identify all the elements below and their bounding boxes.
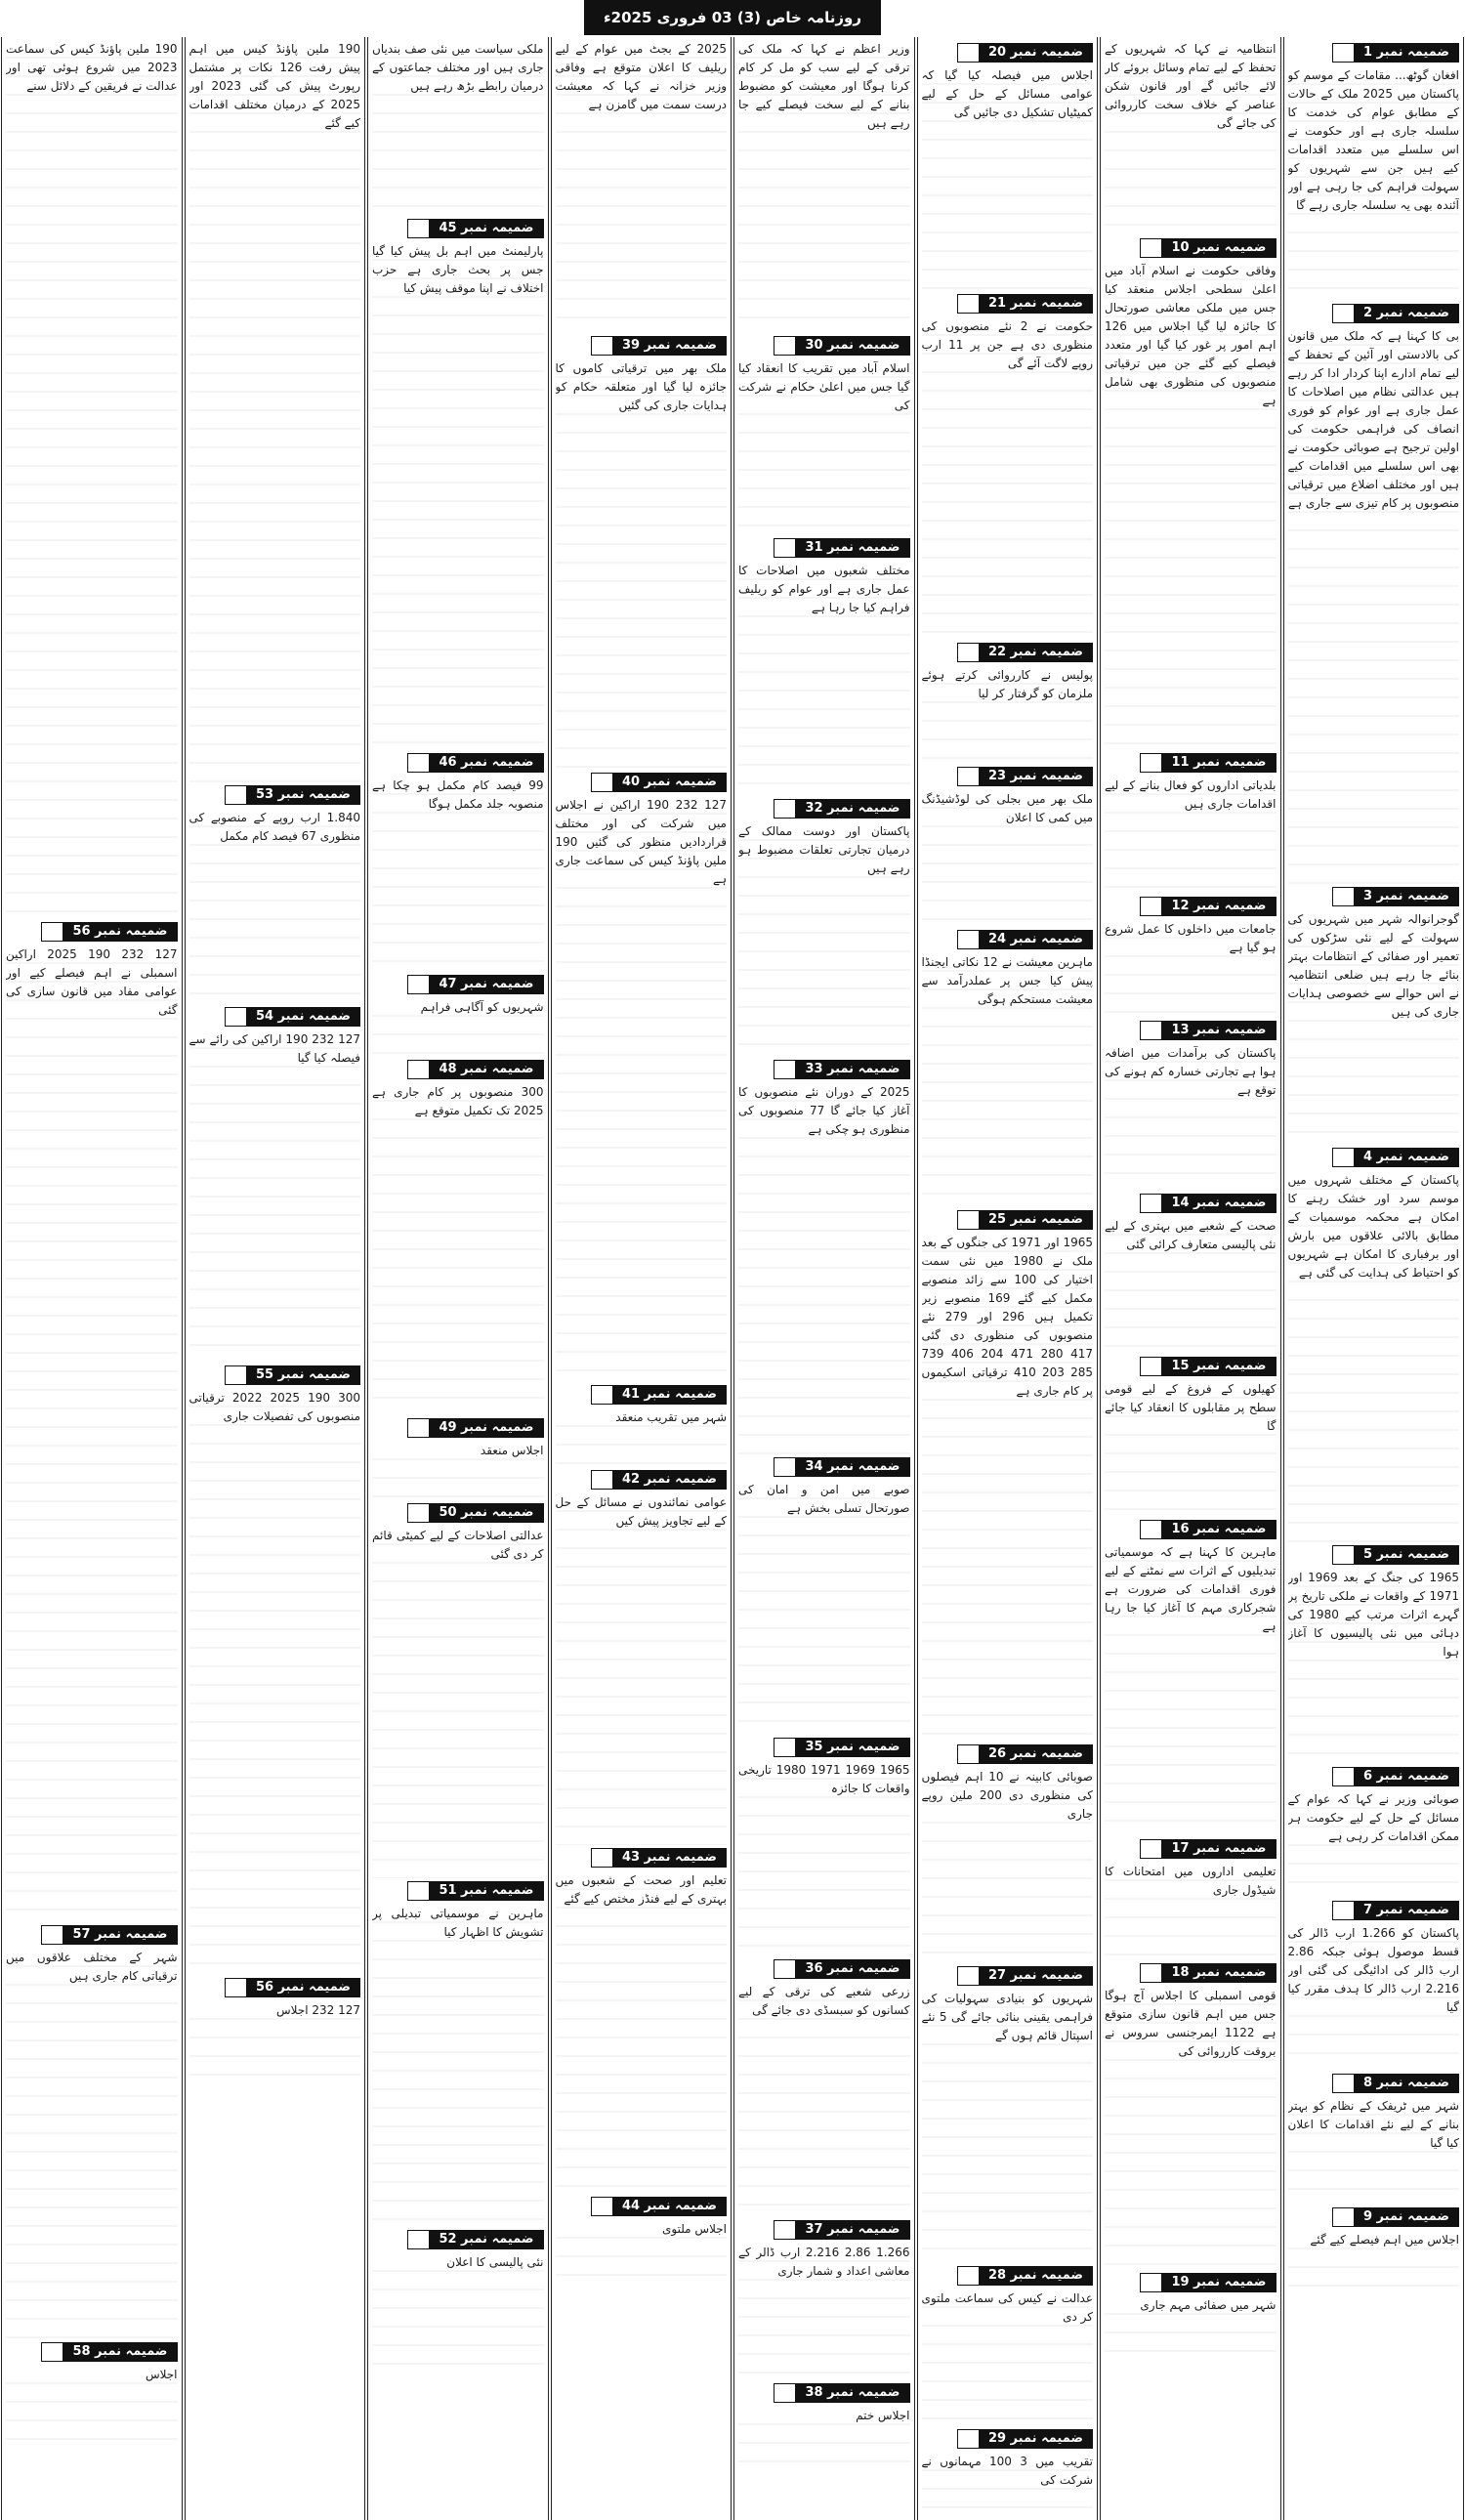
supplement-number-badge: ضمیمہ نمبر 57 [41,1925,177,1945]
supplement-number-badge: ضمیمہ نمبر 33 [774,1060,909,1079]
newspaper-columns [0,37,1465,2520]
article-segment [738,538,910,796]
supplement-number-badge: ضمیمہ نمبر 26 [957,1744,1093,1764]
supplement-number-badge: ضمیمہ نمبر 50 [407,1503,543,1523]
segment-header [1105,238,1277,258]
supplement-number-badge: ضمیمہ نمبر 40 [591,773,727,792]
article-body: اجلاس [6,2366,178,2444]
article-body: ماہرین کا کہنا ہے کہ موسمیاتی تبدیلیوں کے اثرات سے نمٹنے کے لیے فوری اقدامات کی ضرورت ہے شجرکاری مہم کا آغاز کیا جا رہا ہے [1105,1543,1277,1836]
article-body: تعلیم اور صحت کے شعبوں میں بہتری کے لیے فنڈز مختص کیے گئے [556,1871,728,2194]
article-segment [189,785,361,1004]
supplement-number-badge: ضمیمہ نمبر 18 [1140,1963,1276,1983]
segment-header [922,1966,1094,1986]
segment-header [1288,1767,1460,1786]
supplement-number-badge: ضمیمہ نمبر 4 [1332,1148,1459,1167]
article-body: افغان گوٹھ... مقامات کے موسم کو پاکستان میں 2025 ملک کے حالات کے مطابق عوام کی خدمت کا سلسلہ جاری ہے اور حکومت نے اس سلسلے میں متعدد اقدامات کیے ہیں جن سے شہریوں کو سہولت فراہم کی جا رہی ہے اور آئندہ بھی یہ سلسلہ جاری رہے گا [1288,66,1460,301]
column-5 [551,37,732,2520]
article-segment [738,2383,910,2465]
segment-header [1105,1839,1277,1859]
article-body: 1.266 2.86 2.216 ارب ڈالر کے معاشی اعداد و شمار جاری [738,2244,910,2380]
supplement-number-badge: ضمیمہ نمبر 8 [1332,2074,1459,2093]
segment-header [556,2197,728,2216]
column-1 [1283,37,1465,2520]
article-body: انتظامیہ نے کہا کہ شہریوں کے تحفظ کے لیے تمام وسائل بروئے کار لائے جائیں گے اور قانون شکن عناصر کے خلاف سخت کارروائی کی جائے گی [1105,40,1277,235]
article-segment [372,1060,544,1415]
supplement-number-badge: ضمیمہ نمبر 32 [774,799,909,819]
article-segment [372,1881,544,2227]
article-body: وفاقی حکومت نے اسلام آباد میں اعلیٰ سطحی اجلاس منعقد کیا جس میں ملکی معاشی صورتحال کا جائزہ لیا گیا اجلاس میں 126 اہم امور پر غور کیا گیا اور متعدد فیصلے کیے گئے جن میں ترقیاتی منصوبوں کی منظوری بھی شامل ہے [1105,262,1277,750]
article-segment [1288,887,1460,1145]
supplement-number-badge: ضمیمہ نمبر 52 [407,2230,543,2249]
article-segment [556,1385,728,1467]
segment-header [556,1470,728,1490]
supplement-number-badge: ضمیمہ نمبر 35 [774,1738,909,1757]
article-segment [6,40,178,919]
article-body: 99 فیصد کام مکمل ہو چکا ہے منصوبہ جلد مکمل ہوگا [372,777,544,972]
segment-header [1288,43,1460,63]
supplement-number-badge: ضمیمہ نمبر 20 [957,43,1093,63]
segment-header [6,2342,178,2362]
article-segment [1105,1839,1277,1960]
segment-header [556,773,728,792]
supplement-number-badge: ضمیمہ نمبر 5 [1332,1545,1459,1565]
article-body: حکومت نے 2 نئے منصوبوں کی منظوری دی ہے جن پر 11 ارب روپے لاگت آئے گی [922,317,1094,640]
segment-header [738,2220,910,2240]
article-segment [1105,40,1277,235]
supplement-number-badge: ضمیمہ نمبر 29 [957,2429,1093,2449]
supplement-number-badge: ضمیمہ نمبر 7 [1332,1901,1459,1920]
article-body: عدالت نے کیس کی سماعت ملتوی کر دی [922,2289,1094,2426]
article-body: جامعات میں داخلوں کا عمل شروع ہو گیا ہے [1105,920,1277,1018]
supplement-number-badge: ضمیمہ نمبر 31 [774,538,909,558]
article-body: زرعی شعبے کی ترقی کے لیے کسانوں کو سبسڈی دی جائے گی [738,1983,910,2217]
supplement-number-badge: ضمیمہ نمبر 30 [774,336,909,356]
article-body: پاکستان اور دوست ممالک کے درمیان تجارتی تعلقات مضبوط ہو رہے ہیں [738,822,910,1057]
segment-header [372,219,544,238]
article-segment [738,336,910,535]
supplement-number-badge: ضمیمہ نمبر 16 [1140,1520,1276,1539]
article-segment [189,1007,361,1363]
supplement-number-badge: ضمیمہ نمبر 53 [225,785,360,805]
article-body: شہر میں صفائی مہم جاری [1105,2296,1277,2355]
article-body: 2025 کے دوران نئے منصوبوں کا آغاز کیا جائے گا 77 منصوبوں کی منظوری ہو چکی ہے [738,1083,910,1454]
article-body: اجلاس منعقد [372,1442,544,1500]
article-body: 300 منصوبوں پر کام جاری ہے 2025 تک تکمیل متوقع ہے [372,1083,544,1415]
article-segment [738,1457,910,1735]
segment-header [556,336,728,356]
supplement-number-badge: ضمیمہ نمبر 11 [1140,753,1276,773]
article-segment [738,2220,910,2380]
article-body: پولیس نے کارروائی کرتے ہوئے ملزمان کو گرفتار کر لیا [922,666,1094,764]
segment-header [1105,1963,1277,1983]
article-body: اسلام آباد میں تقریب کا انعقاد کیا گیا جس میں اعلیٰ حکام نے شرکت کی [738,359,910,535]
article-segment [1105,1357,1277,1517]
article-segment [372,1418,544,1500]
article-body: بلدیاتی اداروں کو فعال بنانے کے لیے اقدامات جاری ہیں [1105,777,1277,894]
segment-header [922,767,1094,786]
article-segment [6,2342,178,2444]
supplement-number-badge: ضمیمہ نمبر 58 [41,2342,177,2362]
article-segment [1105,1963,1277,2270]
supplement-number-badge: ضمیمہ نمبر 55 [225,1365,360,1385]
segment-header [6,922,178,942]
article-segment [922,1210,1094,1742]
supplement-number-badge: ضمیمہ نمبر 1 [1332,43,1459,63]
segment-header [372,753,544,773]
article-segment [1288,1148,1460,1542]
supplement-number-badge: ضمیمہ نمبر 44 [591,2197,727,2216]
supplement-number-badge: ضمیمہ نمبر 6 [1332,1767,1459,1786]
article-body: قومی اسمبلی کا اجلاس آج ہوگا جس میں اہم قانون سازی متوقع ہے 1122 ایمرجنسی سروس نے بروقت کارروائی کی [1105,1987,1277,2270]
segment-header [189,785,361,805]
supplement-number-badge: ضمیمہ نمبر 45 [407,219,543,238]
article-segment [556,1470,728,1845]
supplement-number-badge: ضمیمہ نمبر 42 [591,1470,727,1490]
segment-header [1105,897,1277,916]
article-body: وزیر اعظم نے کہا کہ ملک کی ترقی کے لیے سب کو مل کر کام کرنا ہوگا اور معیشت کو مضبوط بنانے کے لیے سخت فیصلے کیے جا رہے ہیں [738,40,910,333]
article-body: ملک بھر میں ترقیاتی کاموں کا جائزہ لیا گیا اور متعلقہ حکام کو ہدایات جاری کی گئیں [556,359,728,770]
supplement-number-badge: ضمیمہ نمبر 15 [1140,1357,1276,1376]
article-segment [1288,1901,1460,2071]
supplement-number-badge: ضمیمہ نمبر 46 [407,753,543,773]
article-body: تقریب میں 3 100 مہمانوں نے شرکت کی [922,2453,1094,2520]
article-body: اجلاس ختم [738,2407,910,2465]
segment-header [189,1007,361,1027]
article-segment [922,930,1094,1207]
supplement-number-badge: ضمیمہ نمبر 56 [41,922,177,942]
segment-header [1288,1545,1460,1565]
article-body: 190 ملین پاؤنڈ کیس کی سماعت 2023 میں شروع ہوئی تھی اور عدالت نے فریقین کے دلائل سنے [6,40,178,919]
supplement-number-badge: ضمیمہ نمبر 19 [1140,2273,1276,2292]
article-body: ماہرین معیشت نے 12 نکاتی ایجنڈا پیش کیا جس پر عملدرآمد سے معیشت مستحکم ہوگی [922,953,1094,1207]
article-segment [922,643,1094,764]
segment-header [372,1503,544,1523]
article-body: پارلیمنٹ میں اہم بل پیش کیا گیا جس پر بحث جاری ہے حزب اختلاف نے اپنا موقف پیش کیا [372,242,544,750]
segment-header [922,294,1094,314]
article-body: ملک بھر میں بجلی کی لوڈشیڈنگ میں کمی کا اعلان [922,790,1094,927]
segment-header [1288,1901,1460,1920]
article-segment [922,1966,1094,2263]
article-segment [6,922,178,1922]
column-2 [1100,37,1281,2520]
article-segment [1288,43,1460,301]
supplement-number-badge: ضمیمہ نمبر 34 [774,1457,909,1477]
supplement-number-badge: ضمیمہ نمبر 17 [1140,1839,1276,1859]
article-body: شہریوں کو بنیادی سہولیات کی فراہمی یقینی بنائی جائے گی 5 نئے اسپتال قائم ہوں گے [922,1990,1094,2263]
segment-header [738,538,910,558]
segment-header [189,1978,361,1997]
article-segment [1288,1767,1460,1898]
article-body: عدالتی اصلاحات کے لیے کمیٹی قائم کر دی گئی [372,1527,544,1878]
supplement-number-badge: ضمیمہ نمبر 54 [225,1007,360,1027]
supplement-number-badge: ضمیمہ نمبر 14 [1140,1194,1276,1213]
article-segment [189,1365,361,1975]
supplement-number-badge: ضمیمہ نمبر 24 [957,930,1093,949]
article-segment [1105,897,1277,1018]
article-segment [189,40,361,782]
supplement-number-badge: ضمیمہ نمبر 41 [591,1385,727,1405]
segment-header [922,43,1094,63]
article-segment [922,43,1094,291]
segment-header [1105,1520,1277,1539]
segment-header [1105,1021,1277,1040]
supplement-number-badge: ضمیمہ نمبر 13 [1140,1021,1276,1040]
supplement-number-badge: ضمیمہ نمبر 22 [957,643,1093,662]
segment-header [738,1738,910,1757]
segment-header [189,1365,361,1385]
supplement-number-badge: ضمیمہ نمبر 47 [407,975,543,994]
segment-header [1288,1148,1460,1167]
segment-header [1288,887,1460,906]
supplement-number-badge: ضمیمہ نمبر 56 [225,1978,360,1997]
article-body: اجلاس میں فیصلہ کیا گیا کہ عوامی مسائل کے حل کے لیے کمیٹیاں تشکیل دی جائیں گی [922,66,1094,291]
segment-header [922,643,1094,662]
article-body: 2025 کے بجٹ میں عوام کے لیے ریلیف کا اعلان متوقع ہے وفاقی وزیر خزانہ نے کہا کہ معیشت درست سمت میں گامزن ہے [556,40,728,333]
article-body: پاکستان کی برآمدات میں اضافہ ہوا ہے تجارتی خسارہ کم ہونے کی توقع ہے [1105,1044,1277,1191]
article-body: 190 ملین پاؤنڈ کیس میں اہم پیش رفت 126 نکات پر مشتمل رپورٹ پیش کی گئی 2023 اور 2025 کے درمیان مختلف اقدامات کیے گئے [189,40,361,782]
article-segment [922,294,1094,640]
article-segment [372,40,544,216]
article-body: صحت کے شعبے میں بہتری کے لیے نئی پالیسی متعارف کرائی گئی [1105,1217,1277,1354]
article-segment [372,2230,544,2371]
supplement-number-badge: ضمیمہ نمبر 43 [591,1848,727,1868]
article-segment [738,1959,910,2217]
column-4 [733,37,915,2520]
segment-header [1288,2207,1460,2227]
column-7 [185,37,366,2520]
segment-header [1105,753,1277,773]
segment-header [1288,2074,1460,2093]
article-body: 1.840 ارب روپے کے منصوبے کی منظوری 67 فیصد کام مکمل [189,809,361,1004]
article-body: شہر میں ٹریفک کے نظام کو بہتر بنانے کے لیے نئے اقدامات کا اعلان کیا گیا [1288,2097,1460,2205]
article-body: 127 232 اجلاس [189,2001,361,2089]
article-body: 127 232 190 اراکین کی رائے سے فیصلہ کیا گیا [189,1030,361,1363]
article-segment [1105,2273,1277,2355]
article-body: صوبائی وزیر نے کہا کہ عوام کے مسائل کے حل کے لیے حکومت ہر ممکن اقدامات کر رہی ہے [1288,1790,1460,1898]
segment-header [1105,1194,1277,1213]
article-body: 300 190 2025 2022 ترقیاتی منصوبوں کی تفصیلات جاری [189,1389,361,1975]
segment-header [556,1385,728,1405]
supplement-number-badge: ضمیمہ نمبر 49 [407,1418,543,1438]
article-body: اجلاس ملتوی [556,2220,728,2279]
article-body: کھیلوں کے فروغ کے لیے قومی سطح پر مقابلوں کا انعقاد کیا جائے گا [1105,1380,1277,1517]
segment-header [372,1881,544,1901]
article-segment [372,975,544,1057]
article-body: 1965 1969 1971 1980 تاریخی واقعات کا جائزہ [738,1761,910,1956]
supplement-number-badge: ضمیمہ نمبر 36 [774,1959,909,1979]
article-segment [1288,304,1460,884]
supplement-number-badge: ضمیمہ نمبر 12 [1140,897,1276,916]
article-segment [1288,1545,1460,1764]
supplement-number-badge: ضمیمہ نمبر 23 [957,767,1093,786]
article-body: گوجرانوالہ شہر میں شہریوں کی سہولت کے لیے نئی سڑکوں کی تعمیر اور صفائی کے انتظامات بہتر بنائے جا رہے ہیں ضلعی انتظامیہ نے اس حوالے سے خصوصی ہدایات جاری کی ہیں [1288,910,1460,1145]
segment-header [922,1210,1094,1230]
segment-header [738,1959,910,1979]
supplement-number-badge: ضمیمہ نمبر 27 [957,1966,1093,1986]
article-segment [556,2197,728,2279]
article-body: تعلیمی اداروں میں امتحانات کا شیڈول جاری [1105,1863,1277,1960]
supplement-number-badge: ضمیمہ نمبر 38 [774,2383,909,2403]
article-body: بی کا کہنا ہے کہ ملک میں قانون کی بالادستی اور آئین کے تحفظ کے لیے تمام ادارے اپنا کردار ادا کر رہے ہیں عدالتی نظام میں اصلاحات کا عمل جاری ہے اور عوام کو فوری انصاف کی فراہمی حکومت کی اولین ترجیح ہے صوبائی حکومت نے بھی اس سلسلے میں اقدامات کیے ہیں اور مختلف اضلاع میں ترقیاتی منصوبوں پر کام تیزی سے جاری ہے [1288,327,1460,884]
supplement-number-badge: ضمیمہ نمبر 21 [957,294,1093,314]
article-segment [1288,2074,1460,2205]
article-segment [738,40,910,333]
article-body: پاکستان کو 1.266 ارب ڈالر کی قسط موصول ہوئی جبکہ 2.86 ارب ڈالر کی ادائیگی کی گئی اور 2.216 ارب ڈالر کا ہدف مقرر کیا گیا [1288,1924,1460,2071]
article-body: ماہرین نے موسمیاتی تبدیلی پر تشویش کا اظہار کیا [372,1905,544,2227]
article-segment [556,40,728,333]
article-body: پاکستان کے مختلف شہروں میں موسم سرد اور خشک رہنے کا امکان ہے محکمہ موسمیات کے مطابق بالائی علاقوں میں بارش اور برفباری کا امکان ہے شہریوں کو احتیاط کی ہدایت کی گئی ہے [1288,1171,1460,1542]
segment-header [922,930,1094,949]
supplement-number-badge: ضمیمہ نمبر 39 [591,336,727,356]
segment-header [1105,2273,1277,2292]
article-body: مختلف شعبوں میں اصلاحات کا عمل جاری ہے اور عوام کو ریلیف فراہم کیا جا رہا ہے [738,562,910,796]
article-segment [1105,1520,1277,1836]
article-segment [189,1978,361,2089]
article-body: شہر میں تقریب منعقد [556,1408,728,1467]
supplement-number-badge: ضمیمہ نمبر 25 [957,1210,1093,1230]
column-6 [367,37,549,2520]
article-body: اجلاس میں اہم فیصلے کیے گئے [1288,2231,1460,2289]
segment-header [372,2230,544,2249]
article-segment [922,2429,1094,2520]
article-body: نئی پالیسی کا اعلان [372,2253,544,2371]
supplement-number-badge: ضمیمہ نمبر 37 [774,2220,909,2240]
article-segment [556,336,728,770]
article-segment [1105,753,1277,894]
supplement-number-badge: ضمیمہ نمبر 2 [1332,304,1459,323]
article-body: عوامی نمائندوں نے مسائل کے حل کے لیے تجاویز پیش کیں [556,1493,728,1845]
article-body: 1965 اور 1971 کی جنگوں کے بعد ملک نے 1980 میں نئی سمت اختیار کی 100 سے زائد منصوبے مکمل کیے گئے 169 منصوبے زیر تکمیل ہیں 296 اور 279 نئے منصوبوں کی منظوری دی گئی 417 280 471 204 406 739 285 203 410 ترقیاتی اسکیموں پر کام جاری ہے [922,1234,1094,1742]
article-segment [1105,1021,1277,1191]
article-segment [922,2266,1094,2426]
article-segment [556,773,728,1382]
supplement-number-badge: ضمیمہ نمبر 3 [1332,887,1459,906]
article-segment [372,753,544,972]
article-segment [738,799,910,1057]
article-segment [922,1744,1094,1963]
segment-header [738,1060,910,1079]
column-3 [917,37,1099,2520]
segment-header [738,336,910,356]
supplement-number-badge: ضمیمہ نمبر 10 [1140,238,1276,258]
segment-header [738,2383,910,2403]
segment-header [922,2266,1094,2286]
segment-header [372,1060,544,1079]
article-segment [1105,238,1277,750]
masthead-date: روزنامہ خاص (3) 03 فروری 2025ء [584,0,881,35]
supplement-number-badge: ضمیمہ نمبر 9 [1332,2207,1459,2227]
article-segment [738,1060,910,1454]
supplement-number-badge: ضمیمہ نمبر 28 [957,2266,1093,2286]
article-body: 127 232 190 2025 اراکین اسمبلی نے اہم فیصلے کیے اور عوامی مفاد میں قانون سازی کی گئی [6,945,178,1922]
article-body: 127 232 190 اراکین نے اجلاس میں شرکت کی اور مختلف قراردادیں منظور کی گئیں 190 ملین پاؤنڈ کیس کی سماعت جاری ہے [556,796,728,1382]
segment-header [556,1848,728,1868]
segment-header [1288,304,1460,323]
segment-header [372,1418,544,1438]
article-segment [6,1925,178,2339]
segment-header [1105,1357,1277,1376]
segment-header [372,975,544,994]
segment-header [922,1744,1094,1764]
segment-header [738,799,910,819]
article-segment [1288,2207,1460,2289]
article-body: ملکی سیاست میں نئی صف بندیاں جاری ہیں اور مختلف جماعتوں کے درمیان رابطے بڑھ رہے ہیں [372,40,544,216]
article-segment [372,219,544,750]
article-body: شہریوں کو آگاہی فراہم [372,998,544,1057]
article-body: صوبے میں امن و امان کی صورتحال تسلی بخش ہے [738,1481,910,1735]
segment-header [922,2429,1094,2449]
column-8 [1,37,183,2520]
supplement-number-badge: ضمیمہ نمبر 48 [407,1060,543,1079]
segment-header [6,1925,178,1945]
article-body: صوبائی کابینہ نے 10 اہم فیصلوں کی منظوری دی 200 ملین روپے جاری [922,1768,1094,1963]
article-segment [922,767,1094,927]
article-segment [1105,1194,1277,1354]
article-body: شہر کے مختلف علاقوں میں ترقیاتی کام جاری ہیں [6,1949,178,2339]
article-segment [738,1738,910,1956]
article-segment [556,1848,728,2194]
supplement-number-badge: ضمیمہ نمبر 51 [407,1881,543,1901]
article-segment [372,1503,544,1878]
article-body: 1965 کی جنگ کے بعد 1969 اور 1971 کے واقعات نے ملکی تاریخ پر گہرے اثرات مرتب کیے 1980 کی دہائی میں نئی پالیسیوں کا آغاز ہوا [1288,1569,1460,1764]
segment-header [738,1457,910,1477]
